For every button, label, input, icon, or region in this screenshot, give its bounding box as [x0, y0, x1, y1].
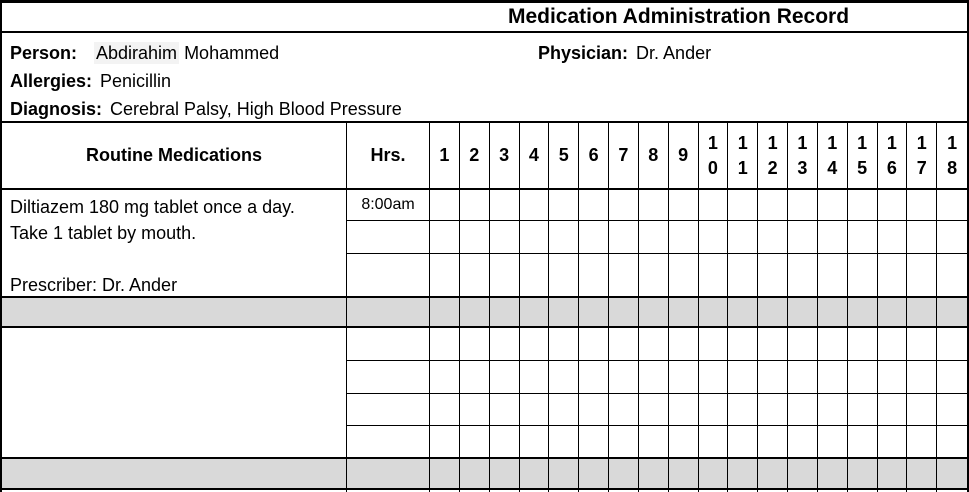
shaded-separator-cell: [848, 458, 878, 490]
shaded-separator-cell: [937, 458, 967, 490]
administration-cell[interactable]: [818, 254, 848, 297]
shaded-separator-cell: [520, 458, 550, 490]
column-header-hour-3: 3: [490, 123, 520, 190]
administration-cell[interactable]: [669, 361, 699, 394]
administration-cell[interactable]: [430, 221, 460, 254]
administration-cell[interactable]: [699, 254, 729, 297]
administration-cell[interactable]: [609, 426, 639, 458]
administration-cell[interactable]: [907, 394, 937, 426]
administration-cell[interactable]: [937, 190, 967, 221]
shaded-separator-cell: [2, 458, 347, 490]
shaded-separator-cell: [818, 297, 848, 328]
column-header-hrs: Hrs.: [347, 123, 430, 190]
administration-cell[interactable]: [848, 426, 878, 458]
allergies-value: Penicillin: [100, 71, 172, 91]
diagnosis-value: Cerebral Palsy, High Blood Pressure: [110, 99, 402, 119]
shaded-separator-cell: [579, 458, 609, 490]
administration-cell[interactable]: [907, 361, 937, 394]
column-header-hour-16: 1 6: [878, 123, 908, 190]
shaded-separator-cell: [639, 458, 669, 490]
diagnosis-row: [10, 95, 967, 123]
administration-cell[interactable]: [609, 394, 639, 426]
medication-description-cell: [2, 190, 347, 297]
administration-cell[interactable]: [490, 254, 520, 297]
column-header-routine-medications: Routine Medications: [2, 123, 347, 190]
administration-cell[interactable]: [758, 221, 788, 254]
administration-cell[interactable]: [758, 254, 788, 297]
shaded-separator-cell: [460, 458, 490, 490]
administration-cell[interactable]: [490, 190, 520, 221]
shaded-separator-cell: [878, 297, 908, 328]
time-slot-cell[interactable]: [347, 361, 430, 394]
administration-cell[interactable]: [639, 361, 669, 394]
administration-cell[interactable]: [818, 394, 848, 426]
administration-cell[interactable]: [728, 394, 758, 426]
administration-cell[interactable]: [520, 328, 550, 361]
administration-cell[interactable]: [699, 361, 729, 394]
shaded-separator-cell: [907, 297, 937, 328]
administration-cell[interactable]: [848, 394, 878, 426]
administration-cell[interactable]: [609, 361, 639, 394]
administration-cell[interactable]: [549, 328, 579, 361]
administration-cell[interactable]: [728, 328, 758, 361]
shaded-separator-cell: [728, 458, 758, 490]
administration-cell[interactable]: [848, 361, 878, 394]
administration-cell[interactable]: [728, 221, 758, 254]
shaded-separator-cell: [579, 297, 609, 328]
column-header-hour-6: 6: [579, 123, 609, 190]
administration-cell[interactable]: [788, 221, 818, 254]
administration-cell[interactable]: [460, 426, 490, 458]
administration-cell[interactable]: [878, 361, 908, 394]
shaded-separator-cell: [490, 458, 520, 490]
administration-cell[interactable]: [460, 254, 490, 297]
administration-cell[interactable]: [669, 190, 699, 221]
shaded-separator-cell: [549, 458, 579, 490]
administration-cell[interactable]: [430, 190, 460, 221]
administration-cell[interactable]: [639, 328, 669, 361]
administration-cell[interactable]: [490, 221, 520, 254]
administration-cell[interactable]: [549, 190, 579, 221]
administration-cell[interactable]: [758, 394, 788, 426]
administration-cell[interactable]: [579, 426, 609, 458]
administration-cell[interactable]: [549, 221, 579, 254]
administration-cell[interactable]: [460, 190, 490, 221]
administration-cell[interactable]: [639, 426, 669, 458]
person-label: Person:: [10, 43, 78, 63]
administration-cell[interactable]: [907, 221, 937, 254]
administration-cell[interactable]: [788, 328, 818, 361]
column-header-hour-13: 1 3: [788, 123, 818, 190]
person-name-first: Abdirahim: [96, 43, 178, 63]
administration-cell[interactable]: [549, 361, 579, 394]
time-slot-cell[interactable]: 8:00am: [347, 190, 430, 221]
title-spacer: [2, 3, 390, 31]
administration-cell[interactable]: [490, 328, 520, 361]
allergies-label: Allergies:: [10, 71, 93, 91]
column-header-hour-9: 9: [669, 123, 699, 190]
administration-cell[interactable]: [818, 190, 848, 221]
administration-cell[interactable]: [669, 221, 699, 254]
shaded-separator-cell: [639, 297, 669, 328]
administration-cell[interactable]: [520, 221, 550, 254]
person-row: [10, 39, 967, 67]
administration-cell[interactable]: [758, 328, 788, 361]
shaded-separator-cell: [460, 297, 490, 328]
administration-cell[interactable]: [699, 426, 729, 458]
column-header-hour-4: 4: [520, 123, 550, 190]
administration-cell[interactable]: [520, 394, 550, 426]
medication-text-line: [10, 246, 338, 272]
administration-cell[interactable]: [609, 221, 639, 254]
shaded-separator-cell: [609, 458, 639, 490]
column-header-hour-11: 1 1: [728, 123, 758, 190]
administration-cell[interactable]: [460, 221, 490, 254]
administration-cell[interactable]: [818, 328, 848, 361]
physician-block: [538, 39, 711, 67]
column-header-hour-2: 2: [460, 123, 490, 190]
column-header-hour-12: 1 2: [758, 123, 788, 190]
medication-text-line: Diltiazem 180 mg tablet once a day.: [10, 197, 295, 217]
administration-cell[interactable]: [907, 254, 937, 297]
medication-text-line: Take 1 tablet by mouth.: [10, 223, 197, 243]
administration-cell[interactable]: [937, 254, 967, 297]
administration-cell[interactable]: [937, 394, 967, 426]
administration-cell[interactable]: [490, 361, 520, 394]
time-slot-cell[interactable]: [347, 426, 430, 458]
administration-cell[interactable]: [728, 426, 758, 458]
administration-cell[interactable]: [878, 328, 908, 361]
diagnosis-label: Diagnosis:: [10, 99, 103, 119]
administration-cell[interactable]: [848, 221, 878, 254]
administration-cell[interactable]: [878, 426, 908, 458]
administration-cell[interactable]: [520, 426, 550, 458]
mar-grid: [2, 121, 967, 492]
administration-cell[interactable]: [758, 361, 788, 394]
column-header-hour-1: 1: [430, 123, 460, 190]
administration-cell[interactable]: [639, 254, 669, 297]
administration-cell[interactable]: [669, 394, 699, 426]
administration-cell[interactable]: [609, 190, 639, 221]
column-header-hour-8: 8: [639, 123, 669, 190]
physician-label: Physician:: [538, 43, 629, 63]
page-title: Medication Administration Record: [507, 5, 850, 28]
shaded-separator-cell: [878, 458, 908, 490]
shaded-separator-cell: [669, 297, 699, 328]
shaded-separator-cell: [818, 458, 848, 490]
administration-cell[interactable]: [639, 190, 669, 221]
shaded-separator-cell: [430, 297, 460, 328]
column-header-hour-18: 1 8: [937, 123, 967, 190]
time-slot-cell[interactable]: [347, 394, 430, 426]
administration-cell[interactable]: [818, 221, 848, 254]
shaded-separator-cell: [907, 458, 937, 490]
administration-cell[interactable]: [878, 254, 908, 297]
shaded-separator-cell: [788, 458, 818, 490]
administration-cell[interactable]: [699, 221, 729, 254]
administration-cell[interactable]: [848, 328, 878, 361]
shaded-separator-cell: [788, 297, 818, 328]
column-header-hour-15: 1 5: [848, 123, 878, 190]
administration-cell[interactable]: [788, 394, 818, 426]
medication-text-line: Prescriber: Dr. Ander: [10, 275, 178, 295]
administration-cell[interactable]: [490, 394, 520, 426]
administration-cell[interactable]: [549, 254, 579, 297]
column-header-hour-14: 1 4: [818, 123, 848, 190]
column-header-hour-7: 7: [609, 123, 639, 190]
shaded-separator-cell: [520, 297, 550, 328]
administration-cell[interactable]: [907, 426, 937, 458]
patient-info-section: [2, 33, 967, 121]
administration-cell[interactable]: [728, 361, 758, 394]
shaded-separator-cell: [347, 458, 430, 490]
administration-cell[interactable]: [430, 328, 460, 361]
administration-cell[interactable]: [728, 190, 758, 221]
administration-cell[interactable]: [728, 254, 758, 297]
administration-cell[interactable]: [579, 221, 609, 254]
administration-cell[interactable]: [460, 328, 490, 361]
administration-cell[interactable]: [878, 190, 908, 221]
time-slot-cell[interactable]: [347, 254, 430, 297]
administration-cell[interactable]: [788, 190, 818, 221]
administration-cell[interactable]: [699, 328, 729, 361]
administration-cell[interactable]: [878, 221, 908, 254]
administration-cell[interactable]: [579, 254, 609, 297]
administration-cell[interactable]: [699, 190, 729, 221]
administration-cell[interactable]: [788, 361, 818, 394]
physician-name: Dr. Ander: [636, 43, 712, 63]
administration-cell[interactable]: [430, 426, 460, 458]
shaded-separator-cell: [490, 297, 520, 328]
administration-cell[interactable]: [609, 328, 639, 361]
administration-cell[interactable]: [520, 361, 550, 394]
shaded-separator-cell: [549, 297, 579, 328]
administration-cell[interactable]: [520, 254, 550, 297]
administration-cell[interactable]: [937, 361, 967, 394]
medication-description-cell[interactable]: [2, 328, 347, 458]
administration-cell[interactable]: [639, 394, 669, 426]
column-header-hour-17: 1 7: [907, 123, 937, 190]
administration-cell[interactable]: [907, 328, 937, 361]
administration-cell[interactable]: [937, 221, 967, 254]
administration-cell[interactable]: [430, 394, 460, 426]
administration-cell[interactable]: [430, 361, 460, 394]
shaded-separator-cell: [699, 458, 729, 490]
administration-cell[interactable]: [520, 190, 550, 221]
allergies-row: [10, 67, 967, 95]
administration-cell[interactable]: [848, 254, 878, 297]
administration-cell[interactable]: [669, 254, 699, 297]
column-header-hour-10: 1 0: [699, 123, 729, 190]
column-header-hour-5: 5: [549, 123, 579, 190]
administration-cell[interactable]: [549, 426, 579, 458]
time-slot-cell[interactable]: [347, 221, 430, 254]
person-name-last: Mohammed: [184, 43, 280, 63]
administration-cell[interactable]: [788, 426, 818, 458]
administration-cell[interactable]: [609, 254, 639, 297]
shaded-separator-cell: [728, 297, 758, 328]
administration-cell[interactable]: [758, 190, 788, 221]
administration-cell[interactable]: [669, 328, 699, 361]
administration-cell[interactable]: [579, 394, 609, 426]
administration-cell[interactable]: [460, 361, 490, 394]
shaded-separator-cell: [848, 297, 878, 328]
administration-cell[interactable]: [699, 394, 729, 426]
administration-cell[interactable]: [758, 426, 788, 458]
administration-cell[interactable]: [579, 361, 609, 394]
administration-cell[interactable]: [878, 394, 908, 426]
administration-cell[interactable]: [818, 426, 848, 458]
administration-cell[interactable]: [430, 254, 460, 297]
administration-cell[interactable]: [639, 221, 669, 254]
administration-cell[interactable]: [937, 328, 967, 361]
administration-cell[interactable]: [549, 394, 579, 426]
administration-cell[interactable]: [579, 328, 609, 361]
shaded-separator-cell: [609, 297, 639, 328]
administration-cell[interactable]: [669, 426, 699, 458]
administration-cell[interactable]: [818, 361, 848, 394]
shaded-separator-cell: [2, 297, 347, 328]
shaded-separator-cell: [699, 297, 729, 328]
administration-cell[interactable]: [788, 254, 818, 297]
shaded-separator-cell: [937, 297, 967, 328]
shaded-separator-cell: [430, 458, 460, 490]
shaded-separator-cell: [347, 297, 430, 328]
title-row: [2, 3, 967, 33]
administration-cell[interactable]: [848, 190, 878, 221]
administration-cell[interactable]: [907, 190, 937, 221]
shaded-separator-cell: [758, 297, 788, 328]
administration-cell[interactable]: [579, 190, 609, 221]
shaded-separator-cell: [758, 458, 788, 490]
administration-cell[interactable]: [937, 426, 967, 458]
shaded-separator-cell: [669, 458, 699, 490]
time-slot-cell[interactable]: [347, 328, 430, 361]
administration-cell[interactable]: [490, 426, 520, 458]
administration-cell[interactable]: [460, 394, 490, 426]
